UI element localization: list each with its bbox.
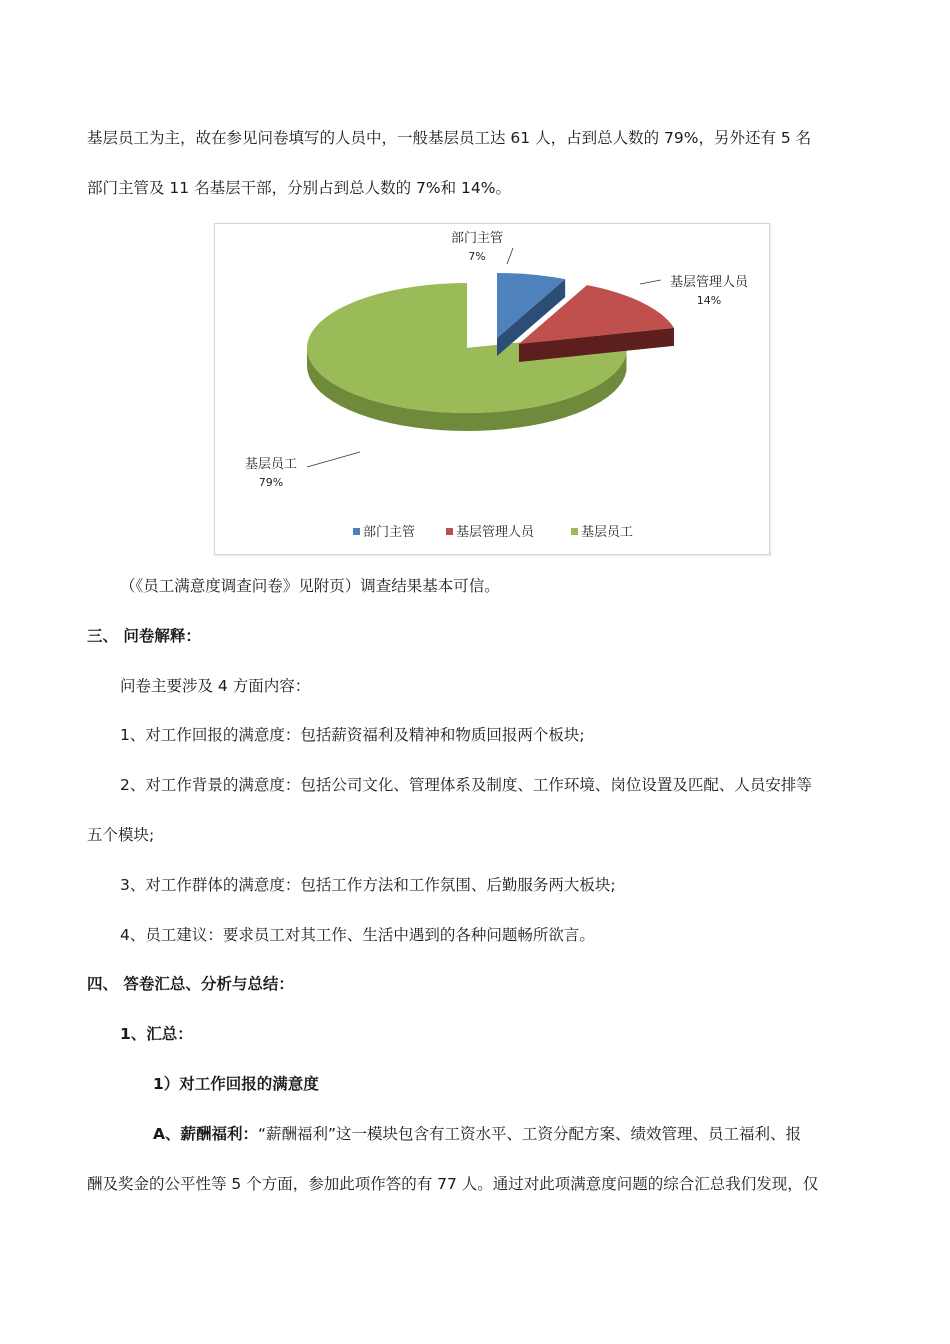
legend-label: 部门主管 (363, 525, 416, 540)
leader-line (640, 280, 661, 284)
section-heading: 四、 答卷汇总、分析与总结： (87, 975, 294, 993)
pie-chart (214, 223, 770, 555)
legend-swatch (446, 528, 453, 535)
list-item-continuation: 五个模块; (87, 826, 155, 844)
pie-chart-svg (215, 224, 769, 554)
list-item: 1、对工作回报的满意度：包括薪资福利及精神和物质回报两个板块; (120, 726, 585, 744)
list-item: 2、对工作背景的满意度：包括公司文化、管理体系及制度、工作环境、岗位设置及匹配、人员安排等 (120, 776, 812, 794)
data-label-percent: 7% (468, 250, 486, 263)
data-label-percent: 14% (696, 294, 722, 307)
paragraph-lead: A、薪酬福利： (153, 1125, 258, 1143)
legend-swatch (571, 528, 578, 535)
paragraph-line: 基层员工为主，故在参见问卷填写的人员中，一般基层员工达 61 人，占到总人数的 79%，另外还有 5 名 (87, 129, 812, 147)
list-item: 4、员工建议：要求员工对其工作、生活中遇到的各种问题畅所欲言。 (120, 926, 595, 944)
data-label-category: 基层员工 (244, 457, 298, 472)
paragraph-line: 酬及奖金的公平性等 5 个方面，参加此项作答的有 77 人。通过对此项满意度问题的综合汇总我们发现，仅 (87, 1175, 819, 1193)
legend-swatch (353, 528, 360, 535)
section-heading: 三、 问卷解释： (87, 627, 201, 645)
paragraph-line: 部门主管及 11 名基层干部，分别占到总人数的 7%和 14%。 (87, 179, 511, 197)
paragraph-line: （《员工满意度调查问卷》见附页）调查结果基本可信。 (120, 577, 500, 595)
list-item: 3、对工作群体的满意度：包括工作方法和工作氛围、后勤服务两大板块; (120, 876, 616, 894)
subsubsection-heading: 1）对工作回报的满意度 (153, 1075, 319, 1093)
data-label-percent: 79% (258, 476, 284, 489)
data-label-category: 部门主管 (450, 231, 504, 246)
data-label-category: 基层管理人员 (669, 275, 749, 290)
paragraph-line (153, 1124, 801, 1144)
paragraph-line: 问卷主要涉及 4 方面内容： (120, 677, 311, 695)
legend-label: 基层员工 (581, 525, 634, 540)
legend-label: 基层管理人员 (456, 525, 535, 540)
leader-line (507, 248, 513, 264)
subsection-heading: 1、汇总： (120, 1025, 193, 1043)
paragraph-text: “薪酬福利”这一模块包含有工资水平、工资分配方案、绩效管理、员工福利、报 (258, 1125, 802, 1143)
leader-line (307, 452, 360, 467)
